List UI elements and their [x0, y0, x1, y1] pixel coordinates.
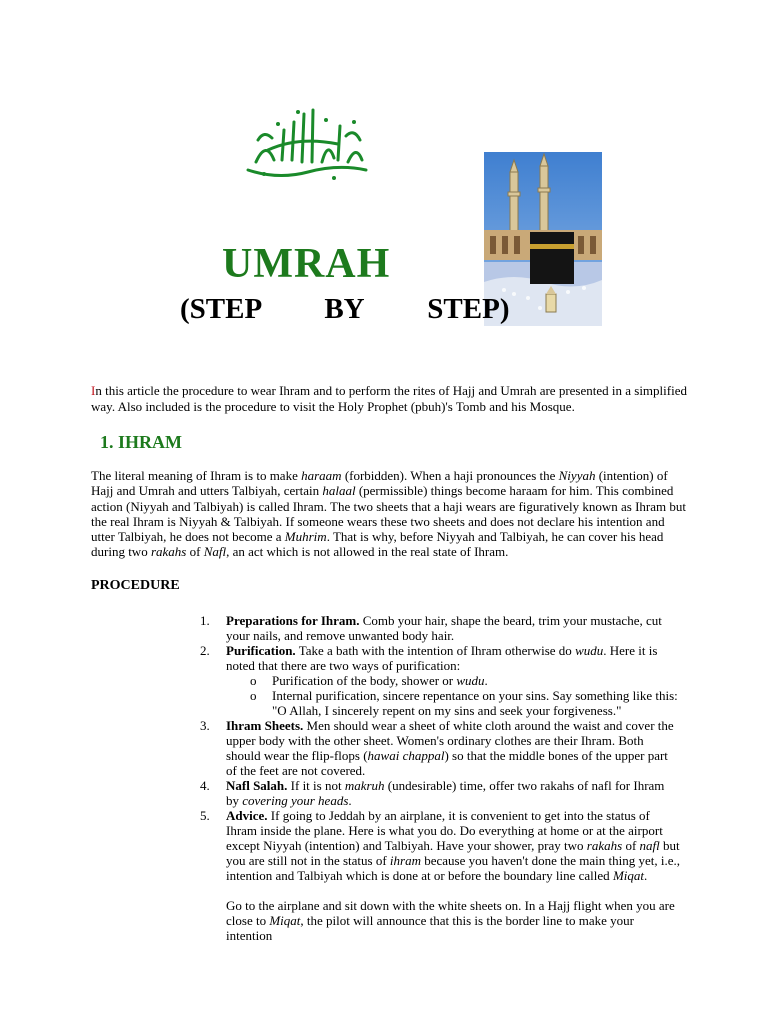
- text-run: (permissible) things become haraam for him. This combined action (Niyyah and Talbiyah) is called Ihram. The two sheets that a haji wears are figuratively known as Ihram but the real Ihram is Niyyah & Talbiyah. If someone wears these two sheets and does not declare his intention and utter Talbiyah, he does not become a: [91, 483, 686, 545]
- text-run: , the pilot will announce that this is the border line to make your intention: [226, 913, 634, 943]
- step-text: because you haven't done the main thing yet, i.e., intention and Talbiyah which is done at or before the boundary line called: [226, 853, 681, 883]
- intro-dropcap: I: [91, 383, 96, 398]
- bullet-marker: o: [250, 688, 257, 703]
- step-title: Advice.: [226, 808, 268, 823]
- section-heading-ihram: 1. IHRAM: [100, 432, 182, 452]
- step-number: 3.: [200, 718, 210, 733]
- list-item: [250, 688, 680, 718]
- term-makruh: makruh: [344, 778, 385, 793]
- text-run: (forbidden). When a haji pronounces the: [341, 468, 559, 483]
- bismillah-calligraphy-icon: [238, 100, 376, 184]
- text-run: .: [484, 673, 488, 688]
- step-text: .: [348, 793, 352, 808]
- list-item: [200, 718, 680, 778]
- term-rakahs: rakahs: [586, 838, 623, 853]
- term-covering-heads: covering your heads: [242, 793, 349, 808]
- step-title: Ihram Sheets.: [226, 718, 304, 733]
- step-text: ) so that the middle bones of the upper part of the feet are not covered.: [226, 748, 668, 778]
- step-text: (undesirable) time, offer two rakahs of nafl for Ihram by: [226, 778, 665, 808]
- list-item: [200, 613, 680, 643]
- step-title: Preparations for Ihram.: [226, 613, 360, 628]
- step-number: 4.: [200, 778, 210, 793]
- list-item: [200, 778, 680, 808]
- continuation-paragraph: [226, 898, 676, 943]
- text-run: Go to the airplane and sit down with the white sheets on. In a Hajj flight when you are close to: [226, 898, 675, 928]
- step-text: Comb your hair, shape the beard, trim your mustache, cut your nails, and remove unwanted body hair.: [226, 613, 662, 643]
- step-text: .: [644, 868, 648, 883]
- list-item: [200, 808, 680, 883]
- step-number: 5.: [200, 808, 210, 823]
- step-text: Men should wear a sheet of white cloth around the waist and cover the upper body with the other sheet. Women's ordinary clothes are their Ihram. Both should wear the flip-flops (: [226, 718, 674, 763]
- step-text: If going to Jeddah by an airplane, it is convenient to get into the status of Ihram inside the plane. Here is what you do. Do everything at home or at the airport except Niyyah (intention) and Talbiyah. Have your shower, pray two: [226, 808, 663, 853]
- step-text: but you are still not in the status of: [226, 838, 680, 868]
- step-text: . Here it is noted that there are two ways of purification:: [226, 643, 658, 673]
- list-item: [200, 643, 680, 718]
- term-wudu: wudu: [575, 643, 604, 658]
- step-text: of: [622, 838, 640, 853]
- term-hawai-chappal: hawai chappal: [367, 748, 445, 763]
- text-run: , an act which is not allowed in the real state of Ihram.: [226, 544, 509, 560]
- term-nafl: nafl: [639, 838, 660, 853]
- step-number: 1.: [200, 613, 210, 628]
- text-run: The literal meaning of Ihram is to make: [91, 468, 302, 483]
- term-miqat: Miqat: [269, 913, 301, 928]
- term-halaal: halaal: [322, 483, 356, 499]
- step-text: Take a bath with the intention of Ihram otherwise do: [295, 643, 576, 658]
- intro-text: n this article the procedure to wear Ihram and to perform the rites of Hajj and Umrah are presented in a simplified way. Also included is the procedure to visit the Holy Prophet (pbuh)'s Tomb and his Mosque.: [91, 383, 687, 414]
- step-title: Nafl Salah.: [226, 778, 288, 793]
- step-number: 2.: [200, 643, 210, 658]
- text-run: of: [186, 544, 204, 560]
- step-title: Purification.: [226, 643, 296, 658]
- text-run: (intention) of Hajj and Umrah and utters Talbiyah, certain: [91, 468, 668, 499]
- intro-paragraph: [91, 383, 691, 415]
- term-muhrim: Muhrim: [284, 529, 327, 545]
- term-miqat: Miqat: [612, 868, 644, 883]
- term-haraam: haraam: [301, 468, 342, 483]
- term-niyyah: Niyyah: [558, 468, 596, 483]
- term-rakahs: rakahs: [150, 544, 187, 560]
- procedure-heading: PROCEDURE: [91, 578, 180, 593]
- ihram-paragraph: [91, 468, 691, 560]
- bullet-marker: o: [250, 673, 257, 688]
- page-title: UMRAH: [222, 241, 391, 287]
- text-run: . That is why, before Niyyah and Talbiyah, he can cover his head during two: [91, 529, 664, 560]
- list-item: [250, 673, 680, 688]
- text-run: Purification of the body, shower or: [272, 673, 457, 688]
- step-text: If it is not: [287, 778, 345, 793]
- term-nafl: Nafl: [203, 544, 227, 560]
- term-ihram: ihram: [389, 853, 421, 868]
- text-run: Internal purification, sincere repentance on your sins. Say something like this: "O Allah, I sincerely repent on my sins and seek your forgiveness.": [272, 688, 678, 718]
- term-wudu: wudu: [456, 673, 485, 688]
- purification-sublist: [226, 673, 680, 718]
- procedure-steps-list: [200, 613, 680, 883]
- page-subtitle: (STEP BY STEP): [180, 293, 510, 325]
